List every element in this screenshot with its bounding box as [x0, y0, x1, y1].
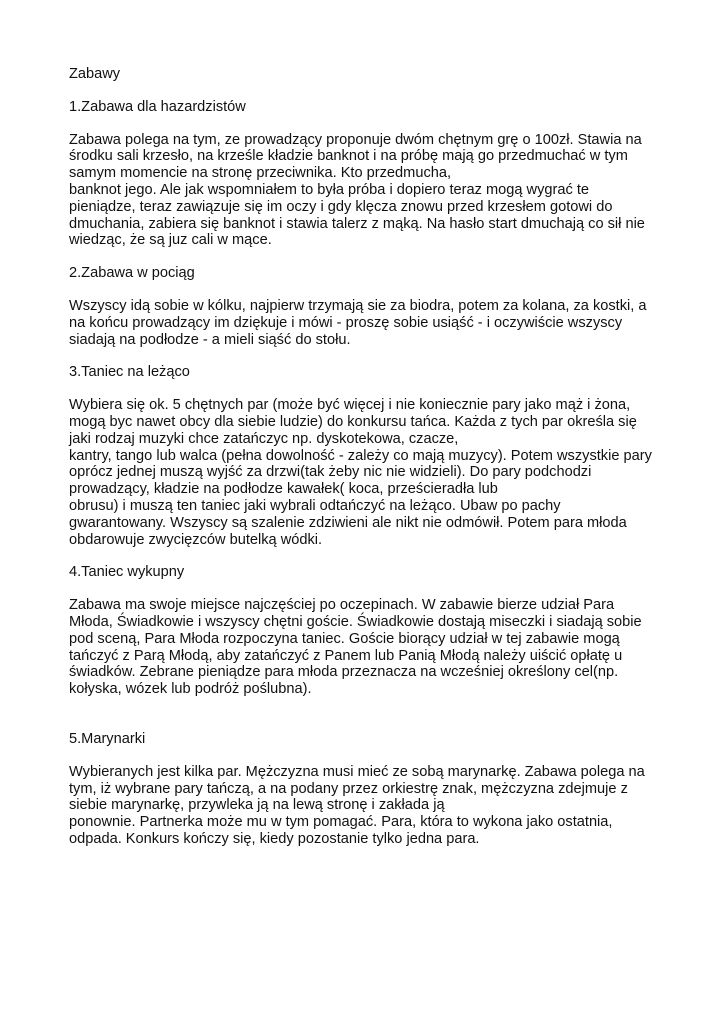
paragraph-line: siebie marynarkę, przywleka ją na lewą stronę i zakłada ją — [69, 797, 445, 814]
paragraph-line: oprócz jednej muszą wyjść za drzwi(tak żeby nic nie widzieli). Do pary podchodzi — [69, 464, 592, 481]
paragraph-line: jaki rodzaj muzyki chce zatańczyc np. dyskotekowa, czacze, — [69, 430, 459, 447]
paragraph-line: samym momencie na stronę przeciwnika. Kto przedmucha, — [69, 165, 452, 182]
paragraph-line: Wybieranych jest kilka par. Mężczyzna musi mieć ze sobą marynarkę. Zabawa polega na — [69, 763, 645, 780]
paragraph-line: siadają na podłodze - a mieli siąść do stołu. — [69, 331, 351, 348]
paragraph-line: Zabawa polega na tym, ze prowadzący proponuje dwóm chętnym grę o 100zł. Stawia na — [69, 131, 642, 148]
paragraph-line: Zabawa ma swoje miejsce najczęściej po oczepinach. W zabawie bierze udział Para — [69, 597, 615, 614]
paragraph-line: banknot jego. Ale jak wspomniałem to była próba i dopiero teraz mogą wygrać te — [69, 181, 589, 198]
paragraph-line: na końcu prowadzący im dziękuje i mówi - proszę sobie usiąść - i oczywiście wszyscy — [69, 314, 623, 331]
section-heading: 2.Zabawa w pociąg — [69, 265, 195, 282]
section-heading: 5.Marynarki — [69, 730, 146, 747]
paragraph-line: środku sali krzesło, na krześle kładzie banknot i na próbę mają go przedmuchać w tym — [69, 148, 628, 165]
paragraph-line: prowadzący, kładzie na podłodze kawałek( koca, prześcieradła lub — [69, 481, 498, 498]
section-paragraph — [69, 764, 659, 848]
paragraph-line: Wybiera się ok. 5 chętnych par (może być więcej i nie koniecznie pary jako mąż i żona, — [69, 397, 631, 414]
section-paragraph — [69, 132, 659, 250]
paragraph-line: świadków. Zebrane pieniądze para młoda przeznacza na wcześniej określony cel(np. — [69, 664, 619, 681]
paragraph-line: obdarowuje zwycięzców butelką wódki. — [69, 531, 323, 548]
section-heading: 1.Zabawa dla hazardzistów — [69, 98, 246, 115]
paragraph-line: ponownie. Partnerka może mu w tym pomagać. Para, która to wykona jako ostatnia, — [69, 814, 613, 831]
paragraph-line: Młoda, Świadkowie i wszyscy chętni goście. Świadkowie dostają miseczki i siadają sobie — [69, 613, 642, 630]
paragraph-line: kantry, tango lub walca (pełna dowolność - zależy co mają muzycy). Potem wszystkie pary — [69, 447, 652, 464]
paragraph-line: obrusu) i muszą ten taniec jaki wybrali odtańczyć na leżąco. Ubaw po pachy — [69, 497, 561, 514]
section-paragraph — [69, 597, 659, 698]
section-heading: 4.Taniec wykupny — [69, 564, 185, 581]
paragraph-line: mogą byc nawet obcy dla siebie ludzie) do konkursu tańca. Każda z tych par określa się — [69, 413, 637, 430]
section-paragraph — [69, 397, 659, 548]
section-heading: 3.Taniec na leżąco — [69, 364, 190, 381]
paragraph-line: gwarantowany. Wszyscy są szalenie zdziwieni ale nikt nie odmówił. Potem para młoda — [69, 514, 627, 531]
paragraph-line: dmuchania, zabiera się banknot i stawia talerz z mąką. Na hasło start dmuchają co sił nie — [69, 215, 645, 232]
section-paragraph — [69, 298, 659, 348]
paragraph-line: tym, iż wybrane pary tańczą, a na podany przez orkiestrę znak, mężczyzna zdejmuje z — [69, 780, 628, 797]
paragraph-line: wiedząc, że są juz cali w mące. — [69, 232, 272, 249]
document-sections — [69, 99, 659, 848]
paragraph-line: odpada. Konkurs kończy się, kiedy pozostanie tylko jedna para. — [69, 830, 480, 847]
paragraph-line: pieniądze, teraz zawiązuje się im oczy i gdy klęcza znowu przed krzesłem gotowi do — [69, 198, 613, 215]
paragraph-line: kołyska, wózek lub podróż poślubna). — [69, 681, 312, 698]
document-page — [69, 66, 659, 864]
paragraph-line: pod sceną, Para Młoda rozpoczyna taniec. Goście biorący udział w tej zabawie mogą — [69, 630, 620, 647]
paragraph-line: Wszyscy idą sobie w kólku, najpierw trzymają sie za biodra, potem za kolana, za kostki, a — [69, 297, 647, 314]
paragraph-line: tańczyć z Parą Młodą, aby zatańczyć z Panem lub Panią Młodą należy uiścić opłatę u — [69, 647, 623, 664]
document-title: Zabawy — [69, 66, 121, 82]
section-spacer — [69, 714, 659, 731]
